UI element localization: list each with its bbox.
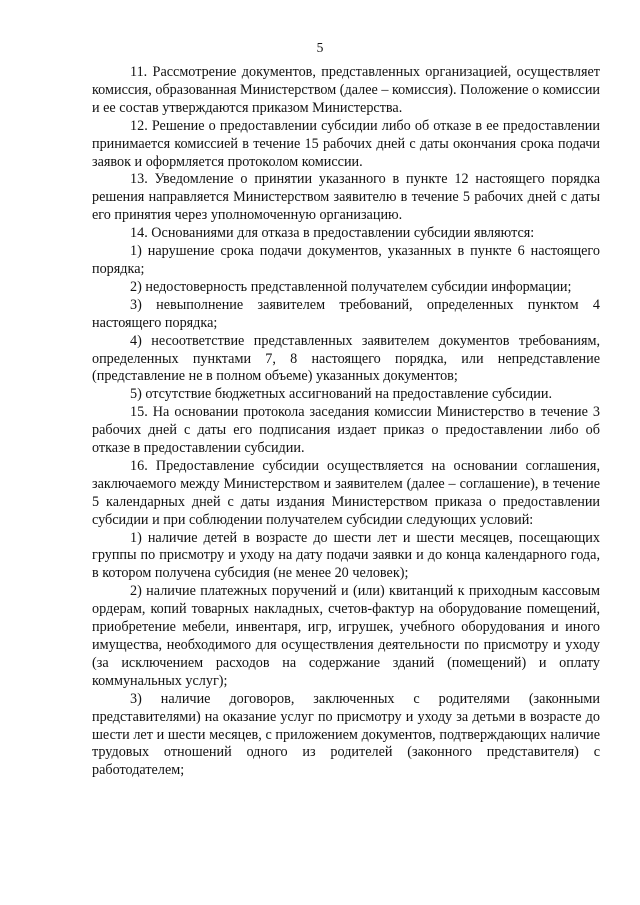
document-body (92, 64, 600, 780)
paragraph-15: 15. На основании протокола заседания комиссии Министерство в течение 3 рабочих дней с даты его подписания издает приказ о предоставлении либо об отказе в предоставлении субсидии. (92, 404, 600, 457)
paragraph-16: 16. Предоставление субсидии осуществляется на основании соглашения, заключаемого между Министерством и заявителем (далее – соглашение), в течение 5 календарных дней с даты издания Министерством приказа о предоставлении субсидии и при соблюдении получателем субсидии следующих условий: (92, 457, 600, 528)
list-item-16-2: 2) наличие платежных поручений и (или) квитанций к приходным кассовым ордерам, копий товарных накладных, счетов-фактур на оборудование помещений, приобретение мебели, инвентаря, игр, игрушек, учебного оборудования и иного имущества, необходимого для осуществления деятельности по присмотру и уходу (за исключением расходов на содержание зданий (помещений) и оплату коммунальных услуг); (92, 583, 600, 689)
paragraph-14: 14. Основаниями для отказа в предоставлении субсидии являются: (130, 225, 535, 242)
paragraph-13: 13. Уведомление о принятии указанного в пункте 12 настоящего порядка решения направляется Министерством заявителю в течение 5 рабочих дней с даты его принятия через уполномоченную организацию. (92, 171, 600, 224)
list-item-14-4: 4) несоответствие представленных заявителем документов требованиям, определенных пунктами 7, 8 настоящего порядка, или непредставление (представление не в полном объеме) указанных документов; (92, 332, 600, 385)
page-number: 5 (316, 40, 324, 55)
paragraph-12: 12. Решение о предоставлении субсидии либо об отказе в ее предоставлении принимается комиссией в течение 15 рабочих дней с даты окончания срока подачи заявок и оформляется протоколом комиссии. (92, 117, 600, 170)
list-item-14-3: 3) невыполнение заявителем требований, определенных пунктом 4 настоящего порядка; (92, 296, 600, 331)
list-item-14-1: 1) нарушение срока подачи документов, указанных в пункте 6 настоящего порядка; (92, 243, 600, 277)
list-item-14-2: 2) недостоверность представленной получателем субсидии информации; (130, 278, 572, 295)
list-item-14-5: 5) отсутствие бюджетных ассигнований на предоставление субсидии. (130, 386, 553, 403)
list-item-16-1: 1) наличие детей в возрасте до шести лет и шести месяцев, посещающих группы по присмотру и уходу на дату подачи заявки и до конца календарного года, в котором получена субсидия (не менее 20 человек); (92, 529, 600, 582)
list-item-16-3: 3) наличие договоров, заключенных с родителями (законными представителями) на оказание услуг по присмотру и уходу за детьми в возрасте до шести лет и шести месяцев, с приложением документов, подтверждающих наличие трудовых отношений одного из родителей (законного представителя) с работодателем; (92, 690, 600, 779)
paragraph-11: 11. Рассмотрение документов, представленных организацией, осуществляет комиссия, образованная Министерством (далее – комиссия). Положение о комиссии и ее состав утверждаются приказом Министерства. (92, 64, 601, 116)
